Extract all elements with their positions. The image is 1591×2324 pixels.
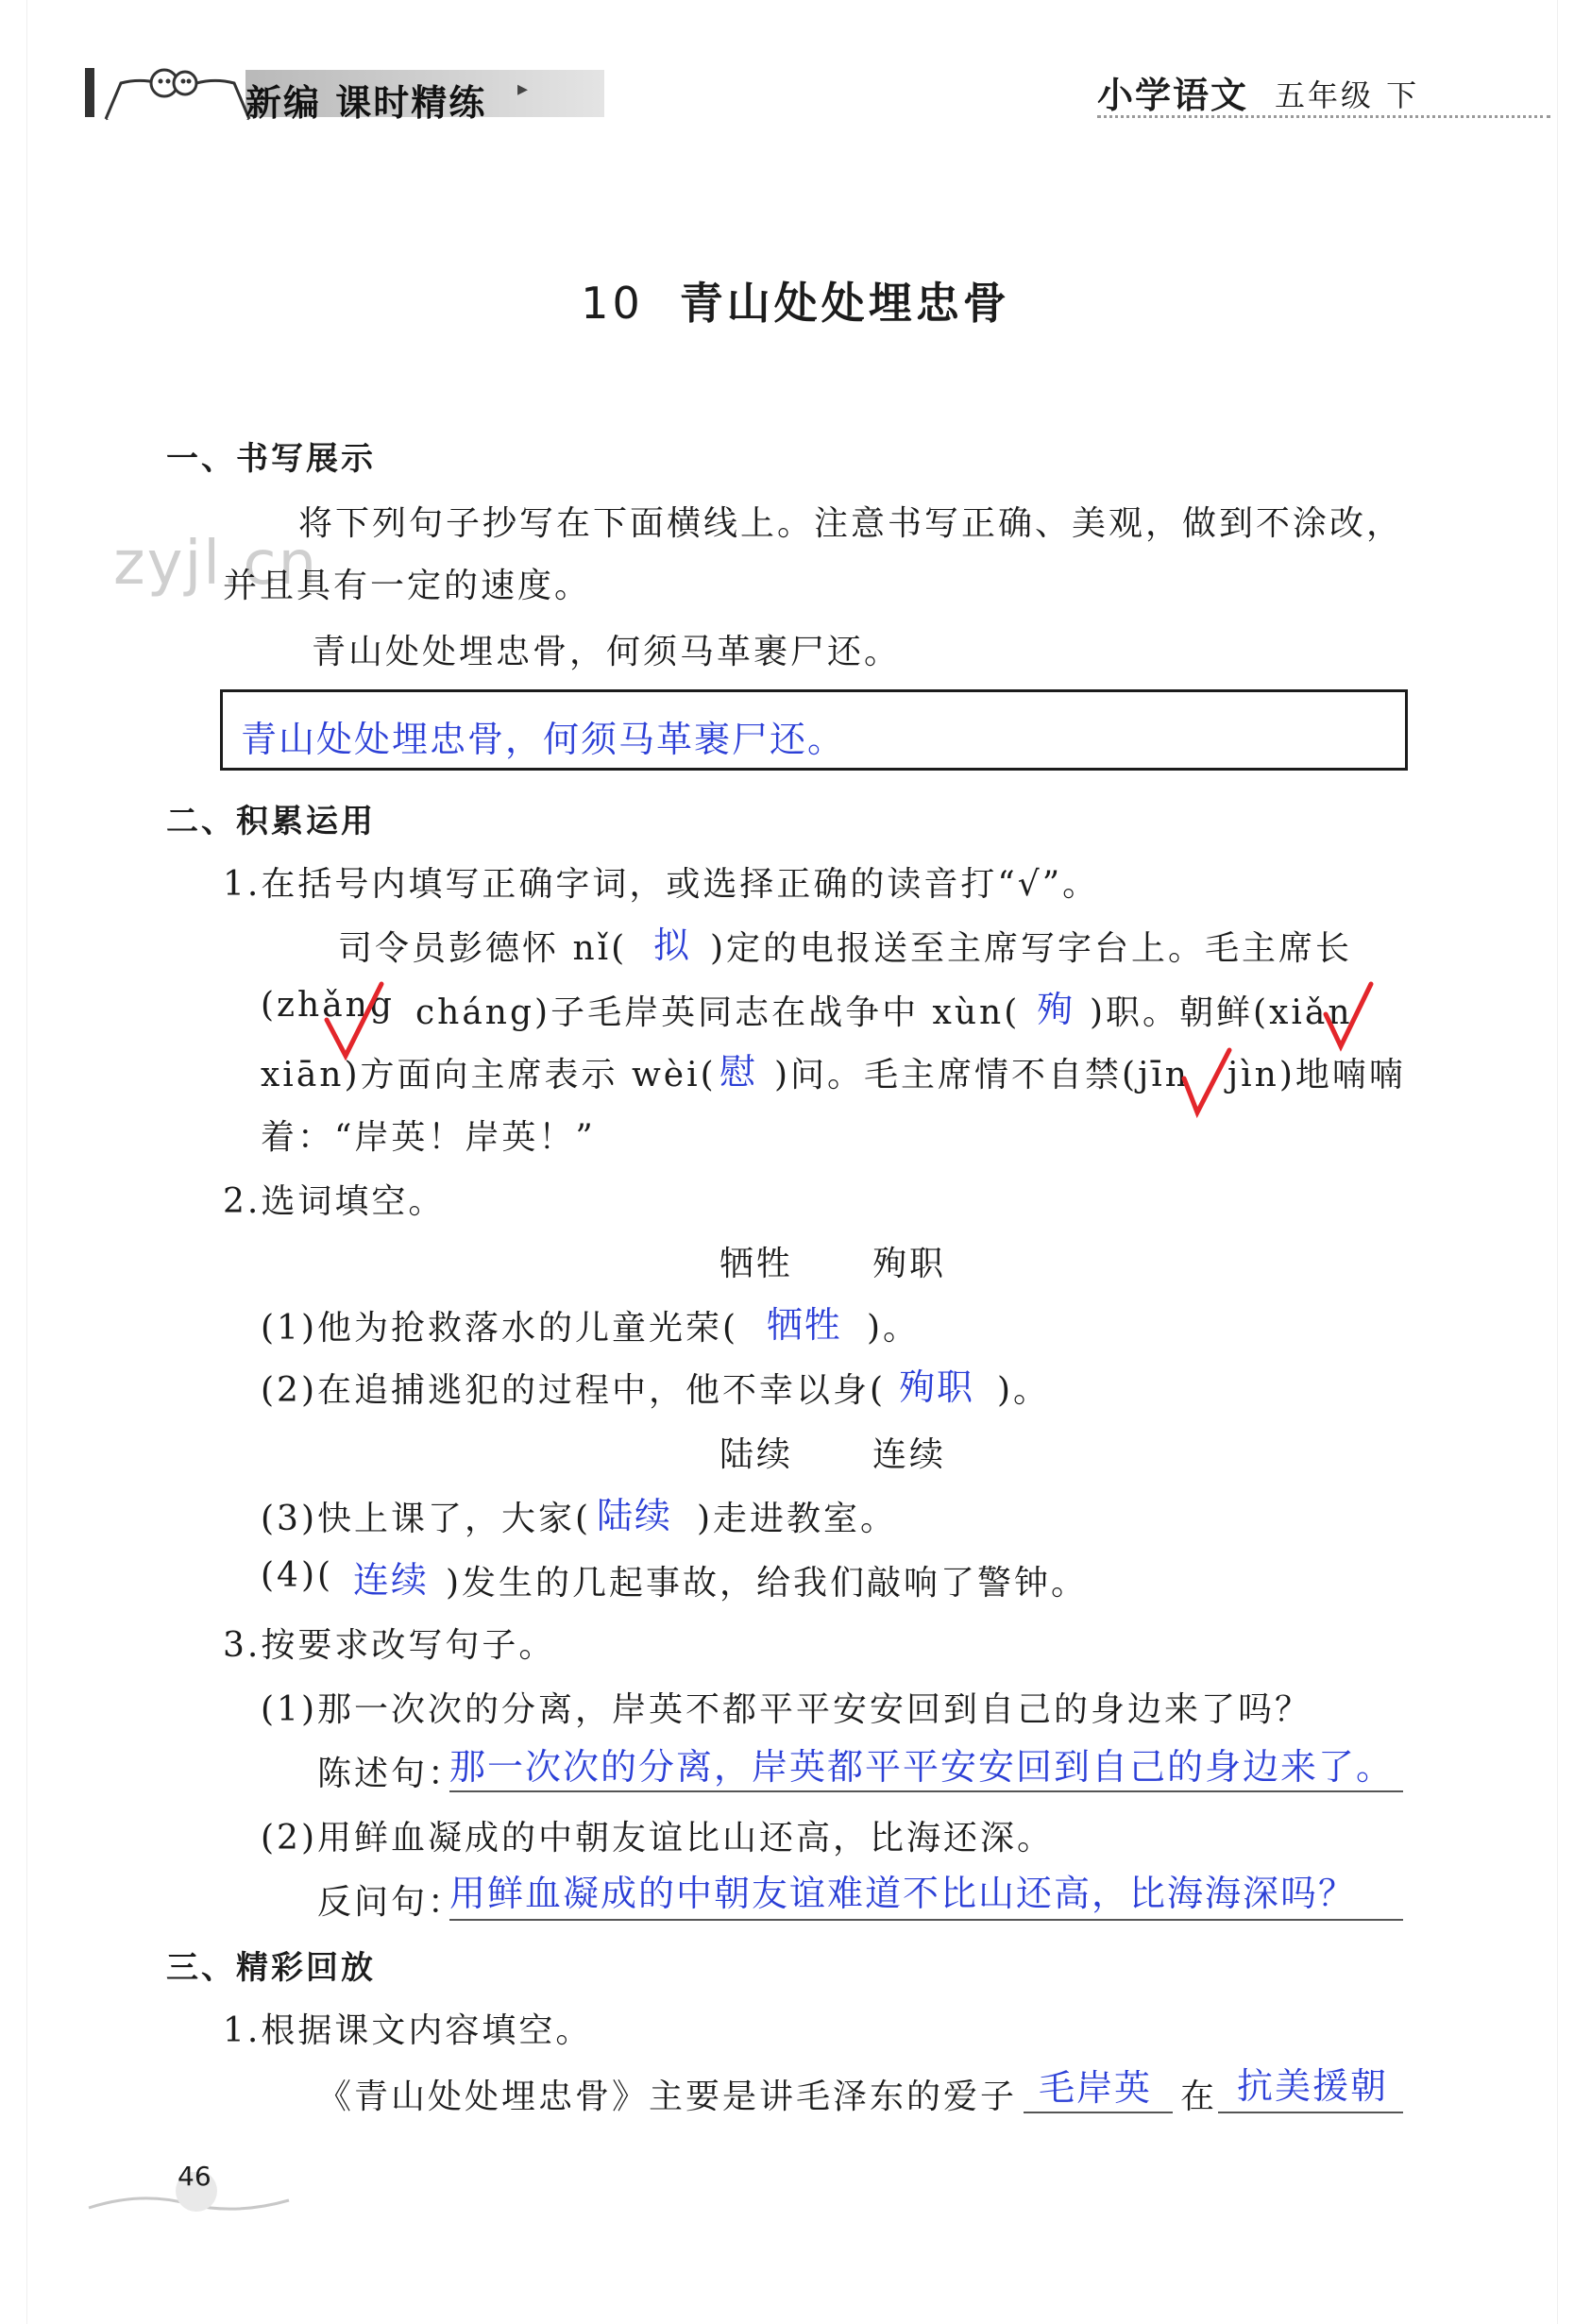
q2-s3-a: (3)快上课了，大家( bbox=[261, 1500, 592, 1538]
answer-line bbox=[1218, 2112, 1403, 2113]
q1-line-1a: 司令员彭德怀 nǐ( bbox=[338, 929, 628, 968]
q1-line-4: 着：“岸英！岸英！” bbox=[261, 1118, 596, 1157]
header-bar bbox=[85, 68, 94, 117]
q2-word-3: 陆续 bbox=[719, 1435, 794, 1474]
s3-q1-text-a: 《青山处处埋忠骨》主要是讲毛泽东的爱子 bbox=[317, 2078, 1018, 2116]
q2-s3-b: )走进教室。 bbox=[697, 1500, 898, 1538]
lesson-title bbox=[0, 269, 1591, 331]
q1-line-2a: (zhǎng bbox=[261, 986, 395, 1025]
book-mascot-icon bbox=[102, 62, 253, 125]
q2-s1-answer: 牺牲 bbox=[767, 1304, 843, 1346]
q2-s2-answer: 殉职 bbox=[899, 1366, 975, 1408]
check-mark-icon bbox=[1320, 978, 1377, 1054]
q3-s2-label: 反问句： bbox=[317, 1883, 465, 1922]
section-heading-3: 三、精彩回放 bbox=[166, 1949, 376, 1987]
q2-s4-b: )发生的几起事故，给我们敲响了警钟。 bbox=[446, 1564, 1089, 1603]
q3-s2-answer: 用鲜血凝成的中朝友谊难道不比山还高，比海海深吗？ bbox=[449, 1873, 1357, 1914]
q1-line-2b: cháng)子毛岸英同志在战争中 xùn( bbox=[415, 993, 1021, 1032]
q3-s2: (2)用鲜血凝成的中朝友谊比山还高，比海还深。 bbox=[261, 1819, 1054, 1858]
q1-line-3b: )问。毛主席情不自禁(jīn bbox=[774, 1056, 1190, 1094]
q1-prompt: 1.在括号内填写正确字词，或选择正确的读音打“√”。 bbox=[223, 865, 1100, 904]
header-arrow-icon: ▸ bbox=[517, 77, 529, 101]
q2-s1-b: )。 bbox=[867, 1309, 921, 1348]
q1-line-1b: )定的电报送至主席写字台上。毛主席长 bbox=[710, 929, 1353, 968]
q1-answer-2: 殉 bbox=[1037, 989, 1075, 1030]
q1-line-2c: )职。朝鲜(xiǎn bbox=[1090, 993, 1353, 1032]
q2-word-2: 殉职 bbox=[872, 1245, 947, 1283]
section-heading-1: 一、书写展示 bbox=[166, 440, 376, 478]
answer-line bbox=[449, 1790, 1403, 1792]
answer-line bbox=[1024, 2112, 1173, 2113]
check-mark-icon bbox=[321, 978, 387, 1063]
q3-s1-label: 陈述句： bbox=[317, 1755, 465, 1793]
brand-title: 新编 课时精练 bbox=[245, 82, 487, 124]
q2-s4-a: (4)( bbox=[261, 1556, 334, 1595]
grade-label: 五年级 下 bbox=[1275, 77, 1420, 113]
instruction-line-2: 并且具有一定的速度。 bbox=[223, 567, 592, 605]
copy-sentence: 青山处处埋忠骨，何须马革裹尸还。 bbox=[312, 633, 902, 671]
q2-s1-a: (1)他为抢救落水的儿童光荣( bbox=[261, 1309, 739, 1348]
subject-label: 小学语文 bbox=[1097, 75, 1249, 116]
q2-word-1: 牺牲 bbox=[719, 1245, 794, 1283]
q2-word-4: 连续 bbox=[872, 1435, 947, 1474]
header-divider bbox=[1097, 115, 1550, 118]
instruction-line-1: 将下列句子抄写在下面横线上。注意书写正确、美观，做到不涂改， bbox=[298, 504, 1404, 543]
answer-handwriting: 青山处处埋忠骨，何须马革裹尸还。 bbox=[241, 719, 846, 760]
lesson-name: 青山处处埋忠骨 bbox=[679, 278, 1010, 329]
lesson-number: 10 bbox=[581, 278, 644, 329]
q3-s1-answer: 那一次次的分离，岸英都平平安安回到自己的身边来了。 bbox=[449, 1746, 1395, 1788]
s3-q1-text-b: 在 bbox=[1180, 2078, 1218, 2116]
q2-s2-a: (2)在追捕逃犯的过程中，他不幸以身( bbox=[261, 1371, 887, 1410]
q2-s3-answer: 陆续 bbox=[597, 1495, 673, 1536]
header-brand bbox=[85, 57, 529, 123]
q1-answer-1: 拟 bbox=[653, 925, 692, 966]
watermark: zyjl.cn bbox=[113, 529, 319, 599]
answer-line bbox=[449, 1919, 1403, 1921]
s3-q1-prompt: 1.根据课文内容填空。 bbox=[223, 2011, 593, 2050]
q3-prompt: 3.按要求改写句子。 bbox=[223, 1626, 556, 1665]
q2-prompt: 2.选词填空。 bbox=[223, 1182, 446, 1221]
s3-q1-answer-2: 抗美援朝 bbox=[1237, 2065, 1389, 2107]
q1-line-3c: jìn)地喃喃 bbox=[1227, 1056, 1406, 1094]
page-number: 46 bbox=[178, 2161, 212, 2192]
section-heading-2: 二、积累运用 bbox=[166, 803, 376, 840]
s3-q1-answer-1: 毛岸英 bbox=[1039, 2067, 1153, 2109]
q1-line-3a: xiān)方面向主席表示 wèi( bbox=[261, 1056, 717, 1094]
q2-s2-b: )。 bbox=[997, 1371, 1051, 1410]
q2-s4-answer: 连续 bbox=[353, 1559, 430, 1601]
q3-s1: (1)那一次次的分离，岸英不都平平安安回到自己的身边来了吗？ bbox=[261, 1690, 1312, 1729]
check-mark-icon bbox=[1178, 1044, 1235, 1120]
q1-answer-3: 慰 bbox=[719, 1051, 758, 1093]
